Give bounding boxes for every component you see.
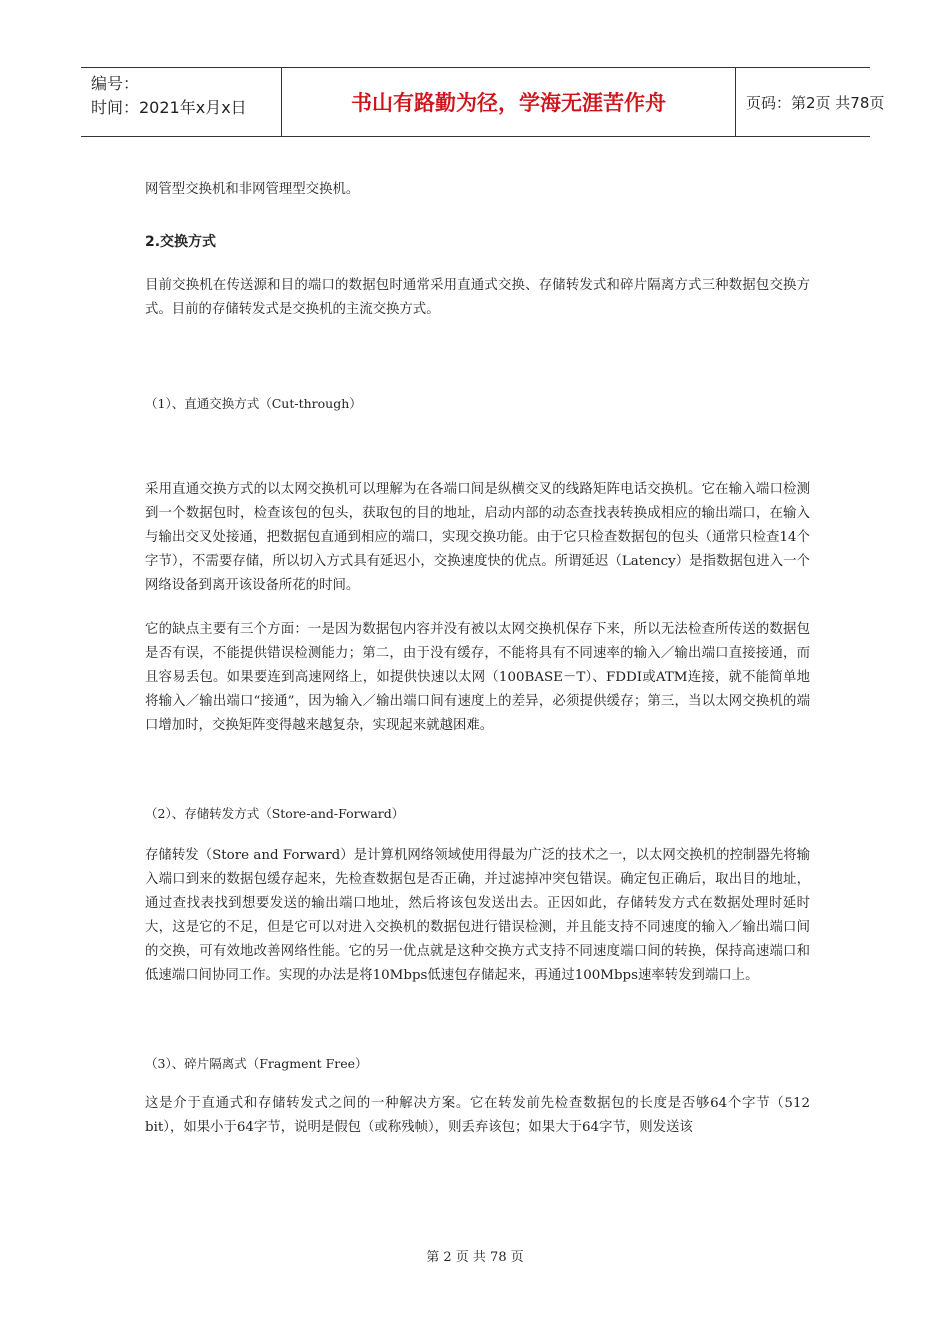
- subheading-cut-through: （1）、直通交换方式（Cut-through）: [145, 396, 362, 411]
- section-heading: 2.交换方式: [145, 234, 217, 250]
- header-page-cell: [736, 68, 885, 136]
- date-line: 时间：2021年x月x日: [91, 98, 247, 117]
- paragraph-cut-through: 采用直通交换方式的以太网交换机可以理解为在各端口间是纵横交叉的线路矩阵电话交换机。它在输入端口检测到一个数据包时，检查该包的包头，获取包的目的地址，启动内部的动态查找表转换成相应的输出端口，在输入与输出交叉处接通，把数据包直通到相应的端口，实现交换功能。由于它只检查数据包的包头（通常只检查14个字节），不需要存储，所以切入方式具有延迟小，交换速度快的优点。所谓延迟（Latency）是指数据包进入一个网络设备到离开该设备所花的时间。: [145, 482, 810, 593]
- subheading-store-forward: （2）、存储转发方式（Store-and-Forward）: [145, 806, 405, 821]
- paragraph-store-forward: 存储转发（Store and Forward）是计算机网络领域使用得最为广泛的技术之一，以太网交换机的控制器先将输入端口到来的数据包缓存起来，先检查数据包是否正确，并过滤掉冲突包错误。确定包正确后，取出目的地址，通过查找表找到想要发送的输出端口地址，然后将该包发送出去。正因如此，存储转发方式在数据处理时延时大，这是它的不足，但是它可以对进入交换机的数据包进行错误检测，并且能支持不同速度的输入／输出端口间的交换，可有效地改善网络性能。它的另一优点就是这种交换方式支持不同速度端口间的转换，保持高速端口和低速端口间协同工作。实现的办法是将10Mbps低速包存储起来，再通过100Mbps速率转发到端口上。: [145, 848, 810, 983]
- header-left-cell: [81, 68, 281, 136]
- document-body: [145, 178, 810, 1140]
- paragraph-drawbacks: 它的缺点主要有三个方面：一是因为数据包内容并没有被以太网交换机保存下来，所以无法检查所传送的数据包是否有误，不能提供错误检测能力；第二，由于没有缓存，不能将具有不同速率的输入／输出端口直接接通，而且容易丢包。如果要连到高速网络上，如提供快速以太网（100BASE－T）、FDDI或ATM连接，就不能简单地将输入／输出端口“接通”，因为输入／输出端口间有速度上的差异，必须提供缓存；第三，当以太网交换机的端口增加时，交换矩阵变得越来越复杂，实现起来就越困难。: [145, 622, 810, 733]
- page-footer: 第 2 页 共 78 页: [426, 1250, 524, 1265]
- motto: 书山有路勤为径，学海无涯苦作舟: [351, 91, 666, 115]
- paragraph-overview: 目前交换机在传送源和目的端口的数据包时通常采用直通式交换、存储转发式和碎片隔离方式三种数据包交换方式。目前的存储转发式是交换机的主流交换方式。: [145, 278, 810, 317]
- paragraph-fragment-free: 这是介于直通式和存储转发式之间的一种解决方案。它在转发前先检查数据包的长度是否够64个字节（512 bit），如果小于64字节，说明是假包（或称残帧），则丢弃该包；如果大于64字节，则发送该: [145, 1096, 810, 1135]
- header-motto-cell: [281, 68, 736, 136]
- subheading-fragment-free: （3）、碎片隔离式（Fragment Free）: [145, 1056, 368, 1071]
- page-header: [81, 67, 885, 137]
- code-label: 编号：: [91, 74, 140, 93]
- page-info: 页码：第2页 共78页: [746, 93, 885, 112]
- paragraph-intro: 网管型交换机和非网管理型交换机。: [145, 182, 360, 197]
